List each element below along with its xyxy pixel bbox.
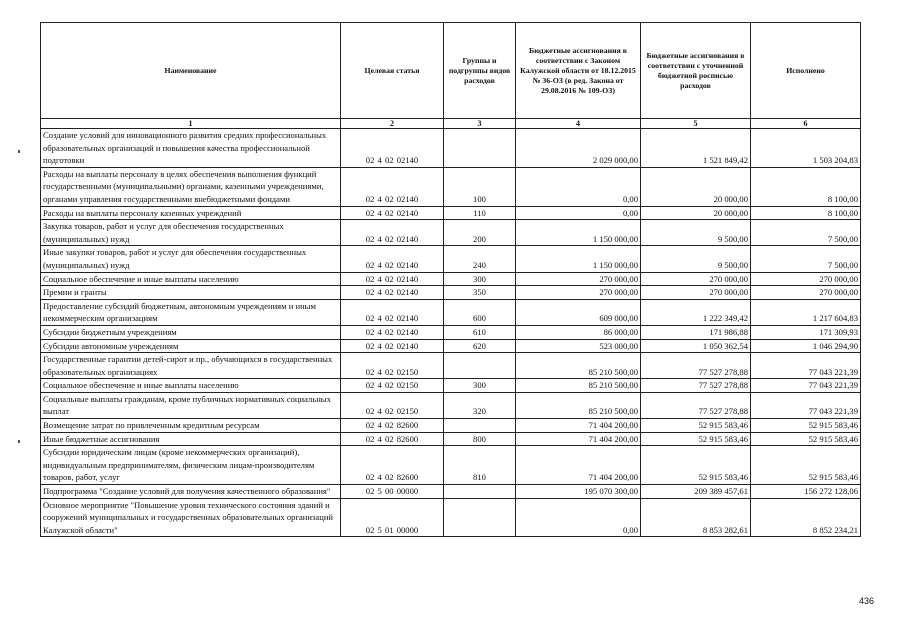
row-name: Возмещение затрат по привлеченным кредитным ресурсам	[41, 419, 341, 433]
row-refined-amount: 9 500,00	[641, 246, 751, 272]
row-executed-amount: 1 046 294,90	[751, 339, 861, 353]
row-target-code: 02 4 02 02140	[341, 339, 444, 353]
column-number: 3	[444, 119, 516, 129]
table-row	[41, 379, 861, 393]
row-target-code: 02 4 02 82600	[341, 446, 444, 485]
row-group-code	[444, 485, 516, 499]
row-law-amount: 85 210 500,00	[516, 353, 641, 379]
scan-mark	[18, 440, 20, 443]
page-number: 436	[859, 596, 875, 606]
row-law-amount: 1 150 000,00	[516, 246, 641, 272]
row-target-code: 02 4 02 02150	[341, 353, 444, 379]
row-name: Расходы на выплаты персоналу казенных учреждений	[41, 206, 341, 220]
row-group-code	[444, 129, 516, 168]
row-law-amount: 270 000,00	[516, 286, 641, 300]
table-row	[41, 246, 861, 272]
row-name: Закупка товаров, работ и услуг для обеспечения государственных (муниципальных) нужд	[41, 220, 341, 246]
row-refined-amount: 52 915 583,46	[641, 419, 751, 433]
row-name: Премии и гранты	[41, 286, 341, 300]
column-number: 1	[41, 119, 341, 129]
row-target-code: 02 4 02 02140	[341, 286, 444, 300]
row-refined-amount: 52 915 583,46	[641, 446, 751, 485]
row-executed-amount: 7 500,00	[751, 246, 861, 272]
row-group-code: 110	[444, 206, 516, 220]
table-header-row	[41, 23, 861, 119]
table-row	[41, 206, 861, 220]
table-row	[41, 325, 861, 339]
row-refined-amount: 20 000,00	[641, 167, 751, 206]
row-executed-amount: 77 043 221,39	[751, 379, 861, 393]
row-target-code: 02 4 02 02140	[341, 246, 444, 272]
row-law-amount: 0,00	[516, 167, 641, 206]
row-refined-amount: 8 853 282,61	[641, 498, 751, 537]
row-refined-amount: 9 500,00	[641, 220, 751, 246]
row-executed-amount: 52 915 583,46	[751, 419, 861, 433]
header-code: Целевая статья	[341, 23, 444, 119]
row-executed-amount: 52 915 583,46	[751, 446, 861, 485]
row-name: Государственные гарантии детей-сирот и пр., обучающихся в государственных образовательных организациях	[41, 353, 341, 379]
row-group-code: 620	[444, 339, 516, 353]
row-name: Субсидии юридическим лицам (кроме некоммерческих организаций), индивидуальным предпринимателям, физическим лицам-производителям товаров, работ, услуг	[41, 446, 341, 485]
header-law: Бюджетные ассигнования в соответствии с Законом Калужской области от 18.12.2015 № 36-ОЗ (в ред. Закона от 29.08.2016 № 109-ОЗ)	[516, 23, 641, 119]
row-group-code: 610	[444, 325, 516, 339]
table-row	[41, 498, 861, 537]
row-refined-amount: 77 527 278,88	[641, 353, 751, 379]
row-group-code: 200	[444, 220, 516, 246]
row-target-code: 02 4 02 82600	[341, 419, 444, 433]
row-target-code: 02 4 02 02140	[341, 167, 444, 206]
row-refined-amount: 1 050 362,54	[641, 339, 751, 353]
column-number: 4	[516, 119, 641, 129]
row-target-code: 02 4 02 02140	[341, 272, 444, 286]
table-row	[41, 353, 861, 379]
row-name: Основное мероприятие "Повышение уровня технического состояния зданий и сооружений муниципальных и государственных образовательных организаций Калужской области"	[41, 498, 341, 537]
row-law-amount: 1 150 000,00	[516, 220, 641, 246]
row-target-code: 02 4 02 02150	[341, 379, 444, 393]
row-target-code: 02 4 02 02140	[341, 220, 444, 246]
row-executed-amount: 8 100,00	[751, 167, 861, 206]
table-row	[41, 392, 861, 418]
header-refined: Бюджетные ассигнования в соответствии с уточненной бюджетной росписью расходов	[641, 23, 751, 119]
row-target-code: 02 4 02 02150	[341, 392, 444, 418]
row-target-code: 02 4 02 02140	[341, 129, 444, 168]
row-group-code	[444, 353, 516, 379]
row-refined-amount: 1 521 849,42	[641, 129, 751, 168]
row-group-code: 810	[444, 446, 516, 485]
column-number: 5	[641, 119, 751, 129]
table-row	[41, 485, 861, 499]
row-group-code	[444, 498, 516, 537]
table-row	[41, 167, 861, 206]
row-law-amount: 71 404 200,00	[516, 432, 641, 446]
column-number: 6	[751, 119, 861, 129]
row-executed-amount: 156 272 128,06	[751, 485, 861, 499]
table-row	[41, 129, 861, 168]
row-executed-amount: 8 100,00	[751, 206, 861, 220]
header-executed: Исполнено	[751, 23, 861, 119]
row-refined-amount: 20 000,00	[641, 206, 751, 220]
budget-table	[40, 22, 861, 537]
row-law-amount: 195 070 300,00	[516, 485, 641, 499]
row-refined-amount: 77 527 278,88	[641, 392, 751, 418]
table-row	[41, 286, 861, 300]
row-name: Социальное обеспечение и иные выплаты населению	[41, 379, 341, 393]
row-name: Предоставление субсидий бюджетным, автономным учреждениям и иным некоммерческим организациям	[41, 299, 341, 325]
row-refined-amount: 52 915 583,46	[641, 432, 751, 446]
row-law-amount: 609 000,00	[516, 299, 641, 325]
row-law-amount: 71 404 200,00	[516, 446, 641, 485]
row-group-code: 800	[444, 432, 516, 446]
table-row	[41, 220, 861, 246]
row-executed-amount: 1 217 604,83	[751, 299, 861, 325]
row-name: Субсидии бюджетным учреждениям	[41, 325, 341, 339]
row-law-amount: 86 000,00	[516, 325, 641, 339]
scan-mark	[18, 150, 20, 153]
row-law-amount: 71 404 200,00	[516, 419, 641, 433]
row-name: Социальные выплаты гражданам, кроме публичных нормативных социальных выплат	[41, 392, 341, 418]
row-refined-amount: 270 000,00	[641, 286, 751, 300]
row-law-amount: 270 000,00	[516, 272, 641, 286]
row-law-amount: 0,00	[516, 206, 641, 220]
row-group-code: 300	[444, 379, 516, 393]
row-target-code: 02 4 02 02140	[341, 206, 444, 220]
row-refined-amount: 1 222 349,42	[641, 299, 751, 325]
row-name: Расходы на выплаты персоналу в целях обеспечения выполнения функций государственными (муниципальными) органами, казенными учреждениями, органами управления государственными внебюджетными фондами	[41, 167, 341, 206]
row-executed-amount: 270 000,00	[751, 272, 861, 286]
row-name: Субсидии автономным учреждениям	[41, 339, 341, 353]
row-name: Социальное обеспечение и иные выплаты населению	[41, 272, 341, 286]
table-row	[41, 419, 861, 433]
row-target-code: 02 4 02 82600	[341, 432, 444, 446]
column-number-row	[41, 119, 861, 129]
row-name: Иные закупки товаров, работ и услуг для обеспечения государственных (муниципальных) нужд	[41, 246, 341, 272]
row-target-code: 02 5 00 00000	[341, 485, 444, 499]
row-executed-amount: 1 503 204,83	[751, 129, 861, 168]
row-refined-amount: 270 000,00	[641, 272, 751, 286]
row-name: Подпрограмма "Создание условий для получения качественного образования"	[41, 485, 341, 499]
row-target-code: 02 5 01 00000	[341, 498, 444, 537]
table-row	[41, 446, 861, 485]
row-executed-amount: 7 500,00	[751, 220, 861, 246]
table-row	[41, 272, 861, 286]
row-executed-amount: 8 852 234,21	[751, 498, 861, 537]
row-name: Иные бюджетные ассигнования	[41, 432, 341, 446]
row-law-amount: 85 210 500,00	[516, 379, 641, 393]
table-row	[41, 339, 861, 353]
row-refined-amount: 209 389 457,61	[641, 485, 751, 499]
row-refined-amount: 77 527 278,88	[641, 379, 751, 393]
row-law-amount: 2 029 000,00	[516, 129, 641, 168]
table-row	[41, 432, 861, 446]
row-law-amount: 0,00	[516, 498, 641, 537]
column-number: 2	[341, 119, 444, 129]
row-target-code: 02 4 02 02140	[341, 299, 444, 325]
header-group: Группы и подгруппы видов расходов	[444, 23, 516, 119]
row-executed-amount: 52 915 583,46	[751, 432, 861, 446]
row-law-amount: 523 000,00	[516, 339, 641, 353]
row-name: Создание условий для инновационного развития средних профессиональных образовательных организаций и повышения качества профессиональной подготовки	[41, 129, 341, 168]
header-name: Наименование	[41, 23, 341, 119]
row-group-code: 350	[444, 286, 516, 300]
table-row	[41, 299, 861, 325]
row-executed-amount: 270 000,00	[751, 286, 861, 300]
row-executed-amount: 77 043 221,39	[751, 353, 861, 379]
row-group-code: 600	[444, 299, 516, 325]
row-refined-amount: 171 986,88	[641, 325, 751, 339]
row-target-code: 02 4 02 02140	[341, 325, 444, 339]
row-group-code	[444, 419, 516, 433]
row-executed-amount: 171 309,93	[751, 325, 861, 339]
row-executed-amount: 77 043 221,39	[751, 392, 861, 418]
row-law-amount: 85 210 500,00	[516, 392, 641, 418]
row-group-code: 240	[444, 246, 516, 272]
row-group-code: 100	[444, 167, 516, 206]
row-group-code: 300	[444, 272, 516, 286]
row-group-code: 320	[444, 392, 516, 418]
